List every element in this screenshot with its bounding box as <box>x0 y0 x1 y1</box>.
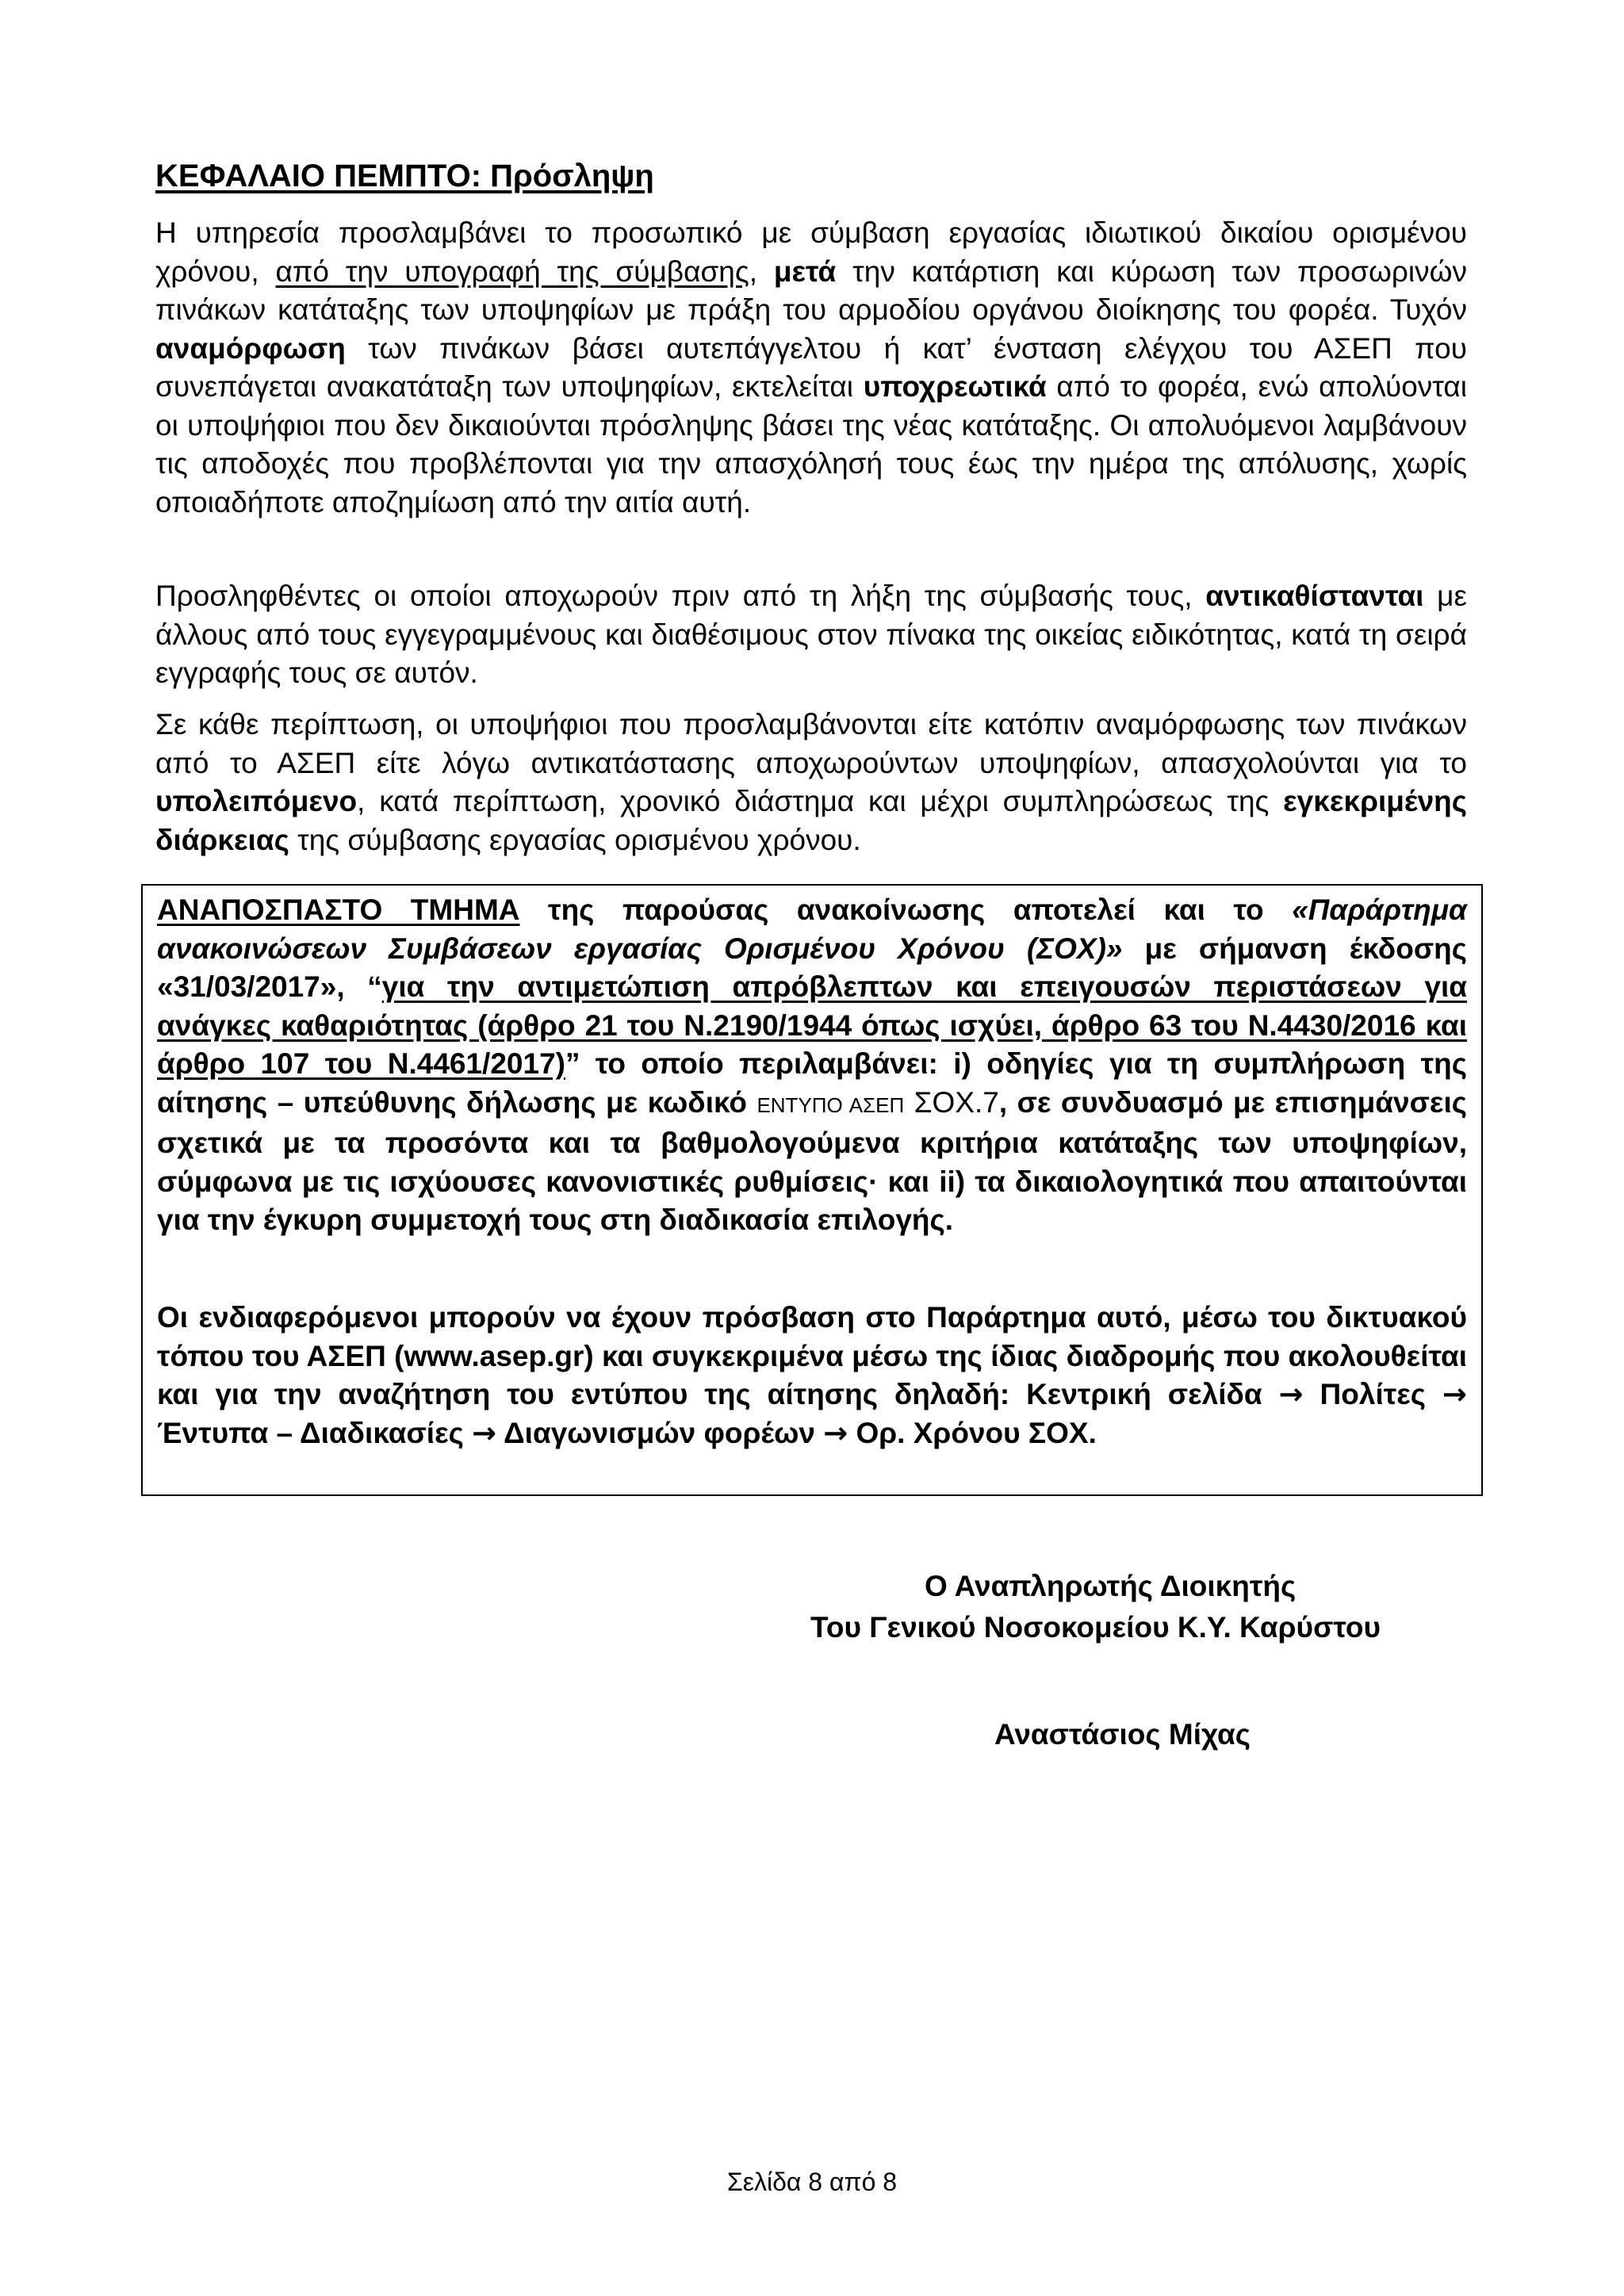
page-number: Σελίδα 8 από 8 <box>726 2168 898 2196</box>
annex-notice-box <box>141 884 1483 1496</box>
text: με σήμανση έκδοσης «31/03/2017», “ <box>157 932 1467 1003</box>
text: Σε κάθε περίπτωση, οι υποψήφιοι που προσλαμβάνονται είτε κατόπιν αναμόρφωσης των πινάκων από το ΑΣΕΠ είτε λόγω αντικατάστασης αποχωρούντων υποψηφίων, απασχολούνται για το <box>155 708 1467 779</box>
text: ” το οποίο περιλαμβάνει: i) οδηγίες για τη συμπλήρωση της αίτησης – υπεύθυνης δήλωσης με κωδικό <box>157 1047 1467 1119</box>
paragraph-replacement <box>155 577 1467 693</box>
text: , σε συνδυασμό με επισημάνσεις σχετικά με τα προσόντα και τα βαθμολογούμενα κριτήρια κατάταξης των υποψηφίων, σύμφωνα με τις ισχύουσες κανονιστικές ρυθμίσεις· και ii) τα δικαιολογητικά που απαιτούνται για την έγκυρη συμμετοχή τους στη διαδικασία επιλογής. <box>157 1085 1468 1236</box>
text: Διαγωνισμών φορέων <box>496 1416 824 1449</box>
arrow-right-icon: → <box>1278 1377 1304 1411</box>
italic-text: «Παράρτημα ανακοινώσεων Συμβάσεων εργασίας Ορισμένου Χρόνου (ΣΟΧ)» <box>157 894 1467 965</box>
text: Ορ. Χρόνου ΣΟΧ. <box>848 1416 1097 1449</box>
text: της σύμβασης εργασίας ορισμένου χρόνου. <box>289 823 861 856</box>
form-code-prefix: ΕΝΤΥΠΟ ΑΣΕΠ <box>756 1093 905 1117</box>
text: της παρούσας ανακοίνωσης αποτελεί και το <box>519 894 1293 926</box>
paragraph-hiring-procedure <box>155 214 1467 522</box>
text: Η υπηρεσία προσλαμβάνει το προσωπικό με σύμβαση εργασίας ιδιωτικού δικαίου ορισμένου χρόνου, <box>155 216 1467 288</box>
arrow-right-icon: → <box>823 1415 848 1450</box>
annex-access-paragraph <box>157 1299 1467 1452</box>
underlined-text: ΑΝΑΠΟΣΠΑΣΤΟ ΤΜΗΜΑ <box>157 894 520 926</box>
bold-text: υποχρεωτικά <box>863 370 1047 403</box>
bold-text: αναμόρφωση <box>155 331 346 365</box>
bold-text: μετά <box>773 254 837 288</box>
text: Πολίτες <box>1303 1378 1442 1410</box>
text: των πινάκων βάσει αυτεπάγγελτου ή κατ’ ένσταση ελέγχου του ΑΣΕΠ που συνεπάγεται ανακατάταξη των υποψηφίων, εκτελείται <box>155 331 1467 403</box>
arrow-right-icon: → <box>472 1415 497 1450</box>
annex-notice-paragraph <box>157 891 1467 1240</box>
text: Προσληφθέντες οι οποίοι αποχωρούν πριν από τη λήξη της σύμβασής τους, <box>155 580 1206 612</box>
bold-text: εγκεκριμένης διάρκειας <box>155 785 1467 856</box>
text: με άλλους από τους εγγεγραμμένους και διαθέσιμους στον πίνακα της οικείας ειδικότητας, κατά τη σειρά εγγραφής τους σε αυτόν. <box>155 580 1467 689</box>
arrow-right-icon: → <box>1442 1377 1467 1411</box>
chapter-heading: ΚΕΦΑΛΑΙΟ ΠΕΜΠΤΟ: Πρόσληψη <box>155 159 654 193</box>
text: Έντυπα – Διαδικασίες <box>157 1416 473 1449</box>
signature-name: Αναστάσιος Μίχας <box>994 1718 1251 1751</box>
text <box>904 1086 914 1119</box>
underlined-text: από την υπογραφή της σύμβασης <box>275 254 749 288</box>
text: από το φορέα, ενώ απολύονται οι υποψήφιοι που δεν δικαιούνται πρόσληψης βάσει της νέας κατάταξης. Οι απολυόμενοι λαμβάνουν τις αποδοχές που προβλέπονται για την απασχόλησή τους έως την ημέρα της απόλυσης, χωρίς οποιαδήποτε αποζημίωση από την αιτία αυτή. <box>155 370 1467 519</box>
signature-organization: Του Γενικού Νοσοκομείου Κ.Υ. Καρύστου <box>810 1611 1381 1644</box>
text: , κατά περίπτωση, χρονικό διάστημα και μέχρι συμπληρώσεως της <box>357 785 1284 817</box>
signature-title: Ο Αναπληρωτής Διοικητής <box>925 1570 1297 1602</box>
text: την κατάρτιση και κύρωση των προσωρινών πινάκων κατάταξης των υποψηφίων με πράξη του αρμοδίου οργάνου διοίκησης του φορέα. Τυχόν <box>155 254 1467 326</box>
text: , <box>749 254 774 288</box>
paragraph-remaining-duration <box>155 706 1467 859</box>
underlined-text: για την αντιμετώπιση απρόβλεπτων και επειγουσών περιστάσεων για ανάγκες καθαριότητας (άρθρο 21 του Ν.2190/1944 όπως ισχύει, άρθρο 63 του Ν.4430/2016 και άρθρο 107 του Ν.4461/2017) <box>157 970 1467 1080</box>
form-code: ΣΟΧ.7 <box>914 1085 999 1119</box>
bold-text: αντικαθίστανται <box>1205 580 1424 612</box>
text: Οι ενδιαφερόμενοι μπορούν να έχουν πρόσβαση στο Παράρτημα αυτό, μέσω του δικτυακού τόπου του ΑΣΕΠ (www.asep.gr) και συγκεκριμένα μέσω της ίδιας διαδρομής που ακολουθείται και για την αναζήτηση του εντύπου της αίτησης δηλαδή: Κεντρική σελίδα <box>157 1301 1467 1410</box>
bold-text: υπολειπόμενο <box>155 785 358 817</box>
